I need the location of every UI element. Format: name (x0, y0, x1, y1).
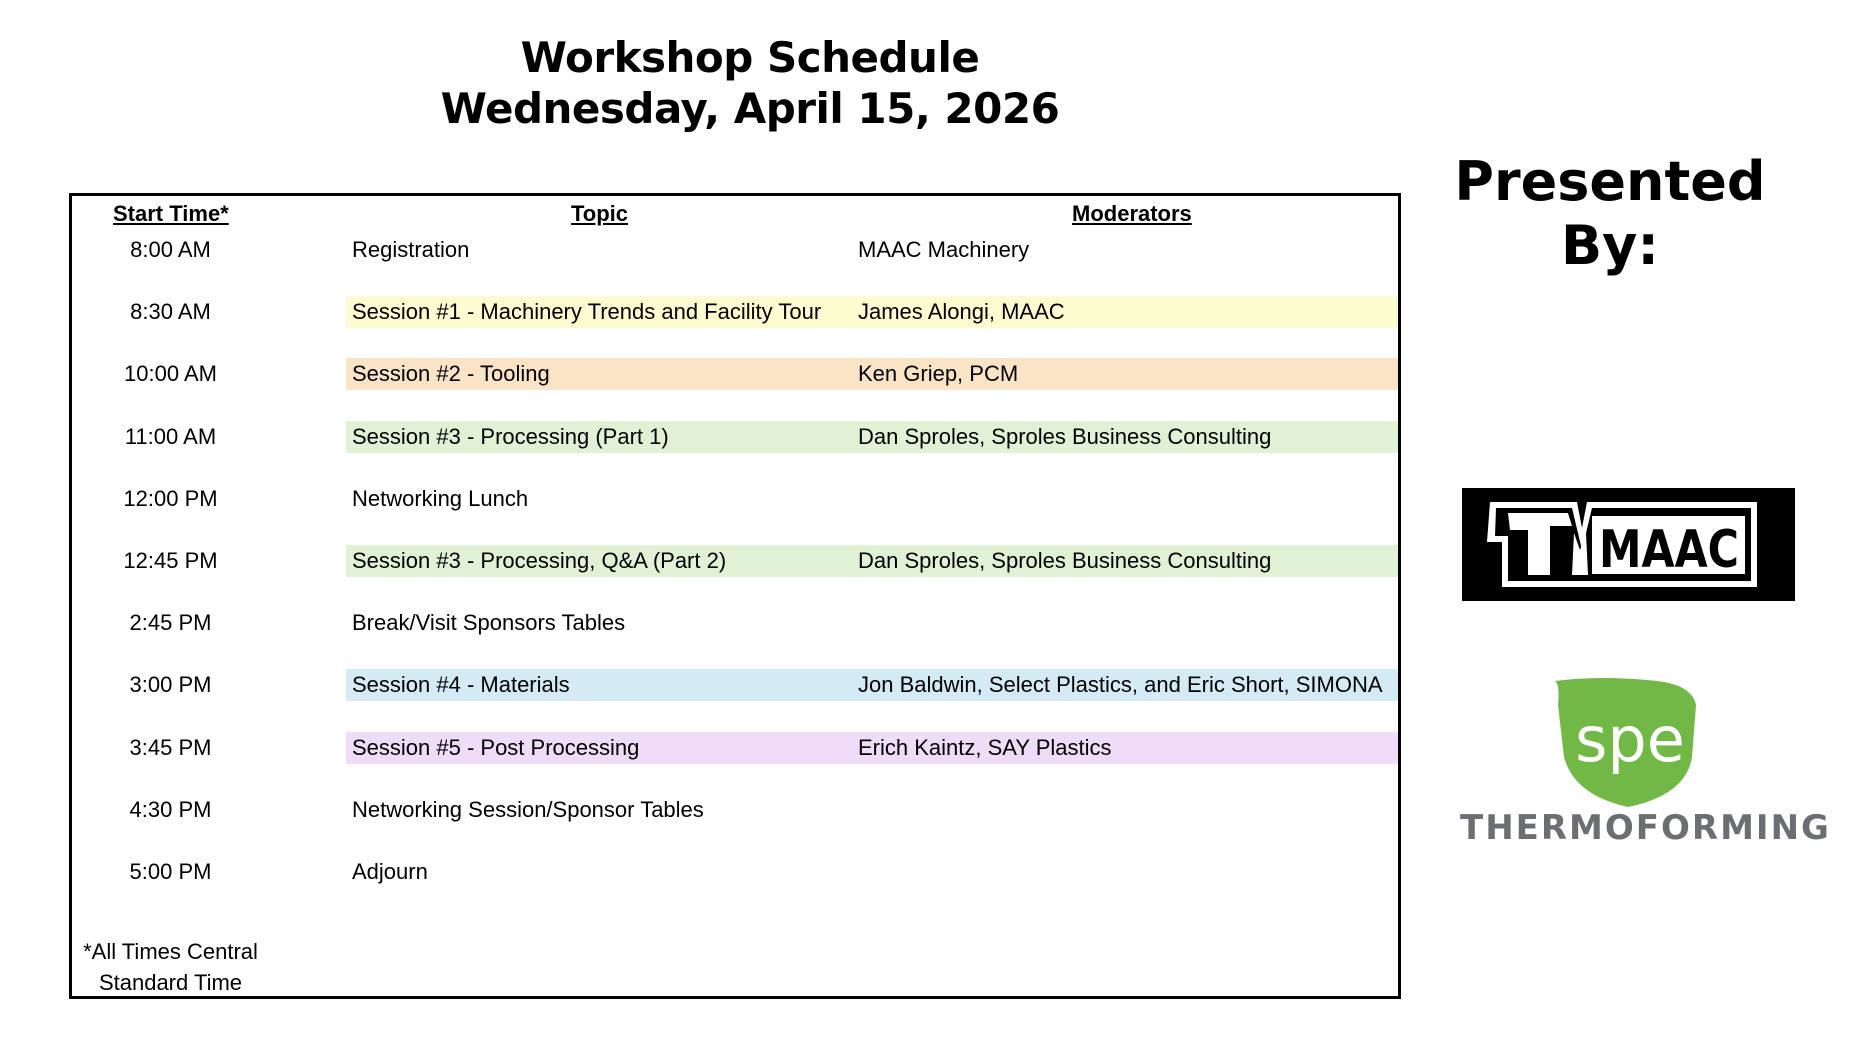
row-topic: Session #2 - Tooling (352, 361, 550, 387)
row-moderator (851, 482, 858, 516)
row-moderator (851, 606, 858, 640)
table-row (72, 357, 1398, 391)
row-start-time: 11:00 AM (124, 423, 217, 449)
table-row (72, 295, 1398, 329)
row-start-time: 10:00 AM (124, 361, 217, 387)
maac-logo-icon (1462, 488, 1795, 601)
row-moderator: Ken Griep, PCM (858, 361, 1019, 387)
spe-logo-text: spe (1575, 703, 1685, 776)
spe-tagline: THERMOFORMING (1460, 808, 1831, 848)
table-row (72, 544, 1398, 578)
footnote (72, 936, 269, 998)
row-moderator (851, 855, 858, 889)
row-topic: Networking Session/Sponsor Tables (352, 796, 704, 822)
footnote-line-1: *All Times Central (83, 939, 258, 964)
row-topic: Session #1 - Machinery Trends and Facility Tour (352, 299, 822, 325)
row-moderator: Dan Sproles, Sproles Business Consulting (858, 548, 1272, 573)
row-start-time: 8:00 AM (130, 237, 211, 262)
row-topic: Registration (352, 237, 470, 262)
row-moderator (851, 793, 858, 827)
presented-line-1: Presented (1454, 150, 1766, 213)
header-topic: Topic (571, 201, 629, 226)
title-line-1: Workshop Schedule (520, 33, 980, 82)
row-topic: Break/Visit Sponsors Tables (352, 610, 626, 636)
row-topic: Session #4 - Materials (352, 672, 570, 698)
row-start-time: 3:45 PM (129, 734, 212, 760)
table-row (72, 855, 1398, 889)
row-start-time: 3:00 PM (129, 672, 212, 698)
row-start-time: 2:45 PM (129, 610, 212, 636)
table-row (72, 793, 1398, 827)
row-moderator: James Alongi, MAAC (858, 299, 1065, 325)
row-topic: Session #3 - Processing, Q&A (Part 2) (352, 548, 727, 573)
row-start-time: 8:30 AM (130, 299, 211, 325)
row-topic: Session #5 - Post Processing (352, 734, 640, 760)
row-moderator: Jon Baldwin, Select Plastics, and Eric Short, SIMONA (858, 672, 1383, 698)
row-topic: Session #3 - Processing (Part 1) (352, 423, 669, 449)
row-start-time: 12:00 PM (123, 485, 218, 511)
page-title (0, 32, 1500, 134)
footnote-line-2: Standard Time (98, 970, 243, 995)
row-topic: Networking Lunch (352, 485, 529, 511)
table-row (72, 606, 1398, 640)
title-line-2: Wednesday, April 15, 2026 (440, 84, 1060, 133)
maac-logo-text: MAAC (1599, 520, 1739, 580)
row-start-time: 4:30 PM (129, 796, 212, 822)
row-moderator: MAAC Machinery (858, 237, 1030, 262)
header-start-time: Start Time* (113, 201, 229, 226)
table-row (72, 482, 1398, 516)
row-moderator: Dan Sproles, Sproles Business Consulting (858, 423, 1272, 449)
row-topic: Adjourn (352, 859, 428, 884)
table-row (72, 420, 1398, 454)
schedule-table (69, 193, 1401, 999)
table-row (72, 233, 1398, 267)
header-moderators: Moderators (1072, 201, 1192, 226)
row-moderator: Erich Kaintz, SAY Plastics (858, 734, 1112, 760)
presented-line-2: By: (1561, 214, 1659, 277)
table-row (72, 731, 1398, 765)
row-start-time: 5:00 PM (129, 859, 212, 884)
presented-by-heading (1440, 150, 1780, 278)
table-row (72, 668, 1398, 702)
row-start-time: 12:45 PM (123, 548, 218, 573)
